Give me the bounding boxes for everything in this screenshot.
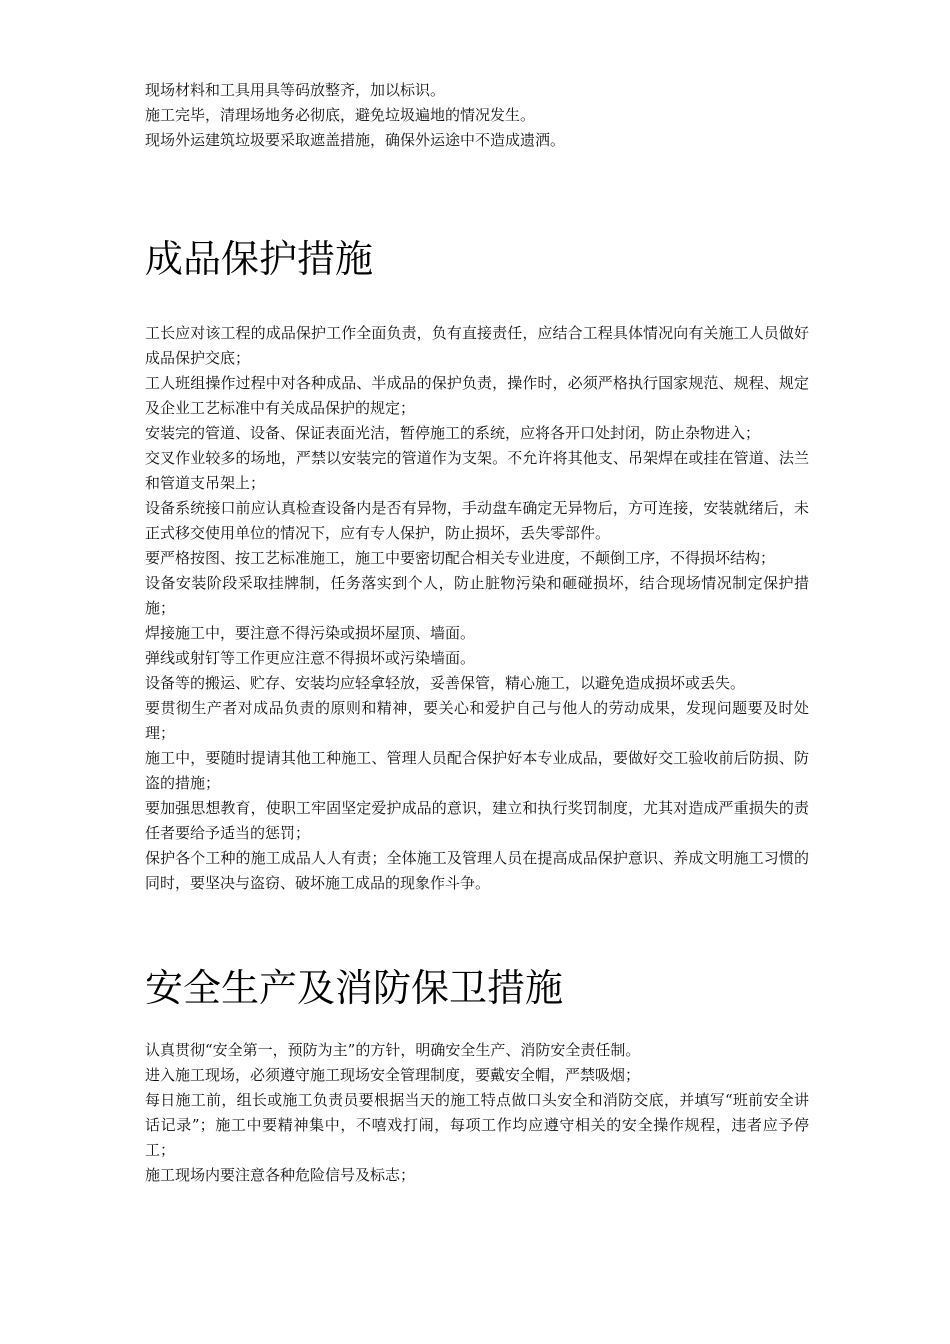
section1-paragraph-11: 要贯彻生产者对成品负责的原则和精神，要关心和爱护自己与他人的劳动成果，发现问题要及时处理； — [145, 699, 809, 742]
section1-paragraph-8: 焊接施工中，要注意不得污染或损坏屋顶、墙面。 — [145, 624, 476, 642]
section1-paragraph-4: 交叉作业较多的场地，严禁以安装完的管道作为支架。不允许将其他支、吊架焊在或挂在管道、法兰和管道支吊架上； — [145, 449, 809, 492]
section-heading-safety-fire: 安全生产及消防保卫措施 — [145, 966, 564, 1010]
section1-paragraph-14: 保护各个工种的施工成品人人有责；全体施工及管理人员在提高成品保护意识、养成文明施工习惯的同时，要坚决与盗窃、破坏施工成品的现象作斗争。 — [145, 849, 809, 892]
section1-paragraph-9: 弹线或射钉等工作更应注意不得损坏或污染墙面。 — [145, 649, 476, 667]
section1-paragraph-10: 设备等的搬运、贮存、安装均应轻拿轻放，妥善保管，精心施工，以避免造成损坏或丢失。 — [145, 674, 746, 692]
section1-paragraph-7: 设备安装阶段采取挂牌制，任务落实到个人，防止脏物污染和砸碰损坏，结合现场情况制定保护措施； — [145, 574, 809, 617]
intro-paragraph-3: 现场外运建筑垃圾要采取遮盖措施，确保外运途中不造成遗洒。 — [145, 131, 566, 149]
intro-paragraph-1: 现场材料和工具用具等码放整齐，加以标识。 — [145, 81, 446, 99]
section2-paragraph-3: 每日施工前，组长或施工负责员要根据当天的施工特点做口头安全和消防交底，并填写“班前安全讲话记录”；施工中要精神集中，不嘻戏打闹，每项工作均应遵守相关的安全操作规程，违者应予停工； — [145, 1091, 809, 1159]
section1-paragraph-2: 工人班组操作过程中对各种成品、半成品的保护负责，操作时，必须严格执行国家规范、规程、规定及企业工艺标准中有关成品保护的规定； — [145, 374, 809, 417]
section1-paragraph-6: 要严格按图、按工艺标准施工，施工中要密切配合相关专业进度，不颠倒工序，不得损坏结构； — [145, 549, 776, 567]
document-page — [145, 78, 809, 1188]
section2-paragraph-1: 认真贯彻“安全第一，预防为主”的方针，明确安全生产、消防安全责任制。 — [145, 1041, 641, 1059]
section1-paragraph-5: 设备系统接口前应认真检查设备内是否有异物，手动盘车确定无异物后，方可连接，安装就绪后，未正式移交使用单位的情况下，应有专人保护，防止损坏，丢失零部件。 — [145, 499, 809, 542]
section2-paragraph-4: 施工现场内要注意各种危险信号及标志； — [145, 1166, 416, 1184]
intro-paragraph-2: 施工完毕，清理场地务必彻底，避免垃圾遍地的情况发生。 — [145, 106, 536, 124]
section2-paragraph-2: 进入施工现场，必须遵守施工现场安全管理制度，要戴安全帽，严禁吸烟； — [145, 1066, 641, 1084]
section-heading-product-protection: 成品保护措施 — [145, 237, 374, 281]
section1-paragraph-1: 工长应对该工程的成品保护工作全面负责，负有直接责任，应结合工程具体情况向有关施工人员做好成品保护交底； — [145, 324, 809, 367]
section1-paragraph-13: 要加强思想教育，使职工牢固坚定爱护成品的意识，建立和执行奖罚制度，尤其对造成严重损失的责任者要给予适当的惩罚； — [145, 799, 809, 842]
section1-paragraph-12: 施工中，要随时提请其他工种施工、管理人员配合保护好本专业成品，要做好交工验收前后防损、防盗的措施； — [145, 749, 809, 792]
section1-paragraph-3: 安装完的管道、设备、保证表面光洁，暂停施工的系统，应将各开口处封闭，防止杂物进入； — [145, 424, 761, 442]
